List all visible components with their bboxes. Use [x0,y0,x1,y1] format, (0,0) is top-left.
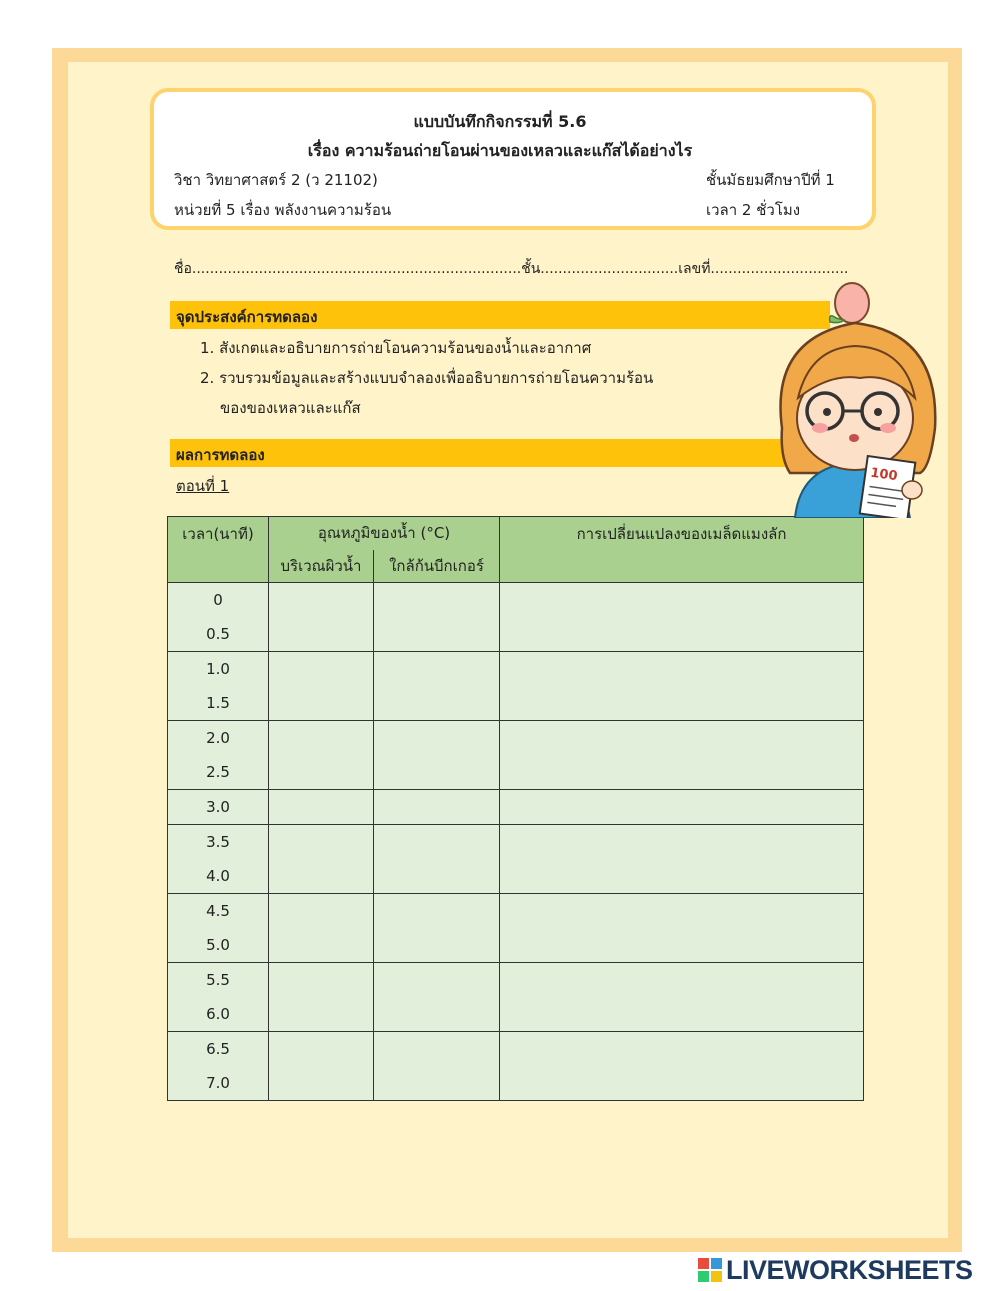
liveworksheets-logo [698,1255,973,1285]
time-cell: 5.5 6.0 [168,963,269,1032]
time-cell: 3.5 4.0 [168,825,269,894]
results-table [167,516,864,1101]
header-seed-change: การเปลี่ยนแปลงของเมล็ดแมงลัก [500,517,864,583]
header-temperature: อุณหภูมิของน้ำ (°C) [269,517,500,550]
seed-change-input[interactable] [500,894,864,963]
objective-2: 2. รวบรวมข้อมูลและสร้างแบบจำลองเพื่ออธิบายการถ่ายโอนความร้อน [200,369,654,387]
surface-temp-input[interactable] [269,721,374,790]
surface-temp-input[interactable] [269,1032,374,1101]
surface-temp-input[interactable] [269,894,374,963]
seed-change-input[interactable] [500,825,864,894]
bottom-temp-input[interactable] [374,963,500,1032]
header-surface: บริเวณผิวน้ำ [269,550,374,583]
time-cell: 4.5 5.0 [168,894,269,963]
objectives-bar [170,301,830,329]
seed-change-input[interactable] [500,721,864,790]
worksheet-subtitle: เรื่อง ความร้อนถ่ายโอนผ่านของเหลวและแก๊สได้อย่างไร [307,141,693,160]
logo-blocks-icon [698,1258,722,1282]
girl-illustration [770,278,945,518]
seed-change-input[interactable] [500,652,864,721]
surface-temp-input[interactable] [269,652,374,721]
brand-name: LIVEWORKSHEETS [726,1254,973,1285]
unit-label: หน่วยที่ 5 เรื่อง พลังงานความร้อน [174,201,392,219]
surface-temp-input[interactable] [269,963,374,1032]
grade-label: ชั้นมัธยมศึกษาปีที่ 1 [706,171,835,189]
time-cell: 3.0 [168,790,269,825]
seed-change-input[interactable] [500,963,864,1032]
surface-temp-input[interactable] [269,583,374,652]
objectives-heading: จุดประสงค์การทดลอง [176,308,318,326]
header-time: เวลา(นาที) [168,517,269,583]
time-cell: 0 0.5 [168,583,269,652]
duration-label: เวลา 2 ชั่วโมง [706,201,801,219]
part-label: ตอนที่ 1 [176,477,230,495]
bottom-temp-input[interactable] [374,1032,500,1101]
bottom-temp-input[interactable] [374,894,500,963]
seed-change-input[interactable] [500,790,864,825]
student-info-line: ชื่อ..........................................................................ชั้น...............................เลขที่............................... [174,261,849,277]
bottom-temp-input[interactable] [374,721,500,790]
surface-temp-input[interactable] [269,790,374,825]
bottom-temp-input[interactable] [374,583,500,652]
bottom-temp-input[interactable] [374,825,500,894]
subject-label: วิชา วิทยาศาสตร์ 2 (ว 21102) [174,171,378,189]
seed-change-input[interactable] [500,583,864,652]
time-cell: 1.0 1.5 [168,652,269,721]
objective-2-continued: ของของเหลวและแก๊ส [220,399,361,417]
worksheet-title: แบบบันทึกกิจกรรมที่ 5.6 [413,112,587,131]
results-heading: ผลการทดลอง [176,446,265,464]
bottom-temp-input[interactable] [374,652,500,721]
bottom-temp-input[interactable] [374,790,500,825]
seed-change-input[interactable] [500,1032,864,1101]
surface-temp-input[interactable] [269,825,374,894]
paper-score: 100 [869,465,899,485]
time-cell: 6.5 7.0 [168,1032,269,1101]
objective-1: 1. สังเกตและอธิบายการถ่ายโอนความร้อนของน้ำและอากาศ [200,339,592,357]
results-bar [170,439,830,467]
header-bottom: ใกล้ก้นบีกเกอร์ [374,550,500,583]
time-cell: 2.0 2.5 [168,721,269,790]
